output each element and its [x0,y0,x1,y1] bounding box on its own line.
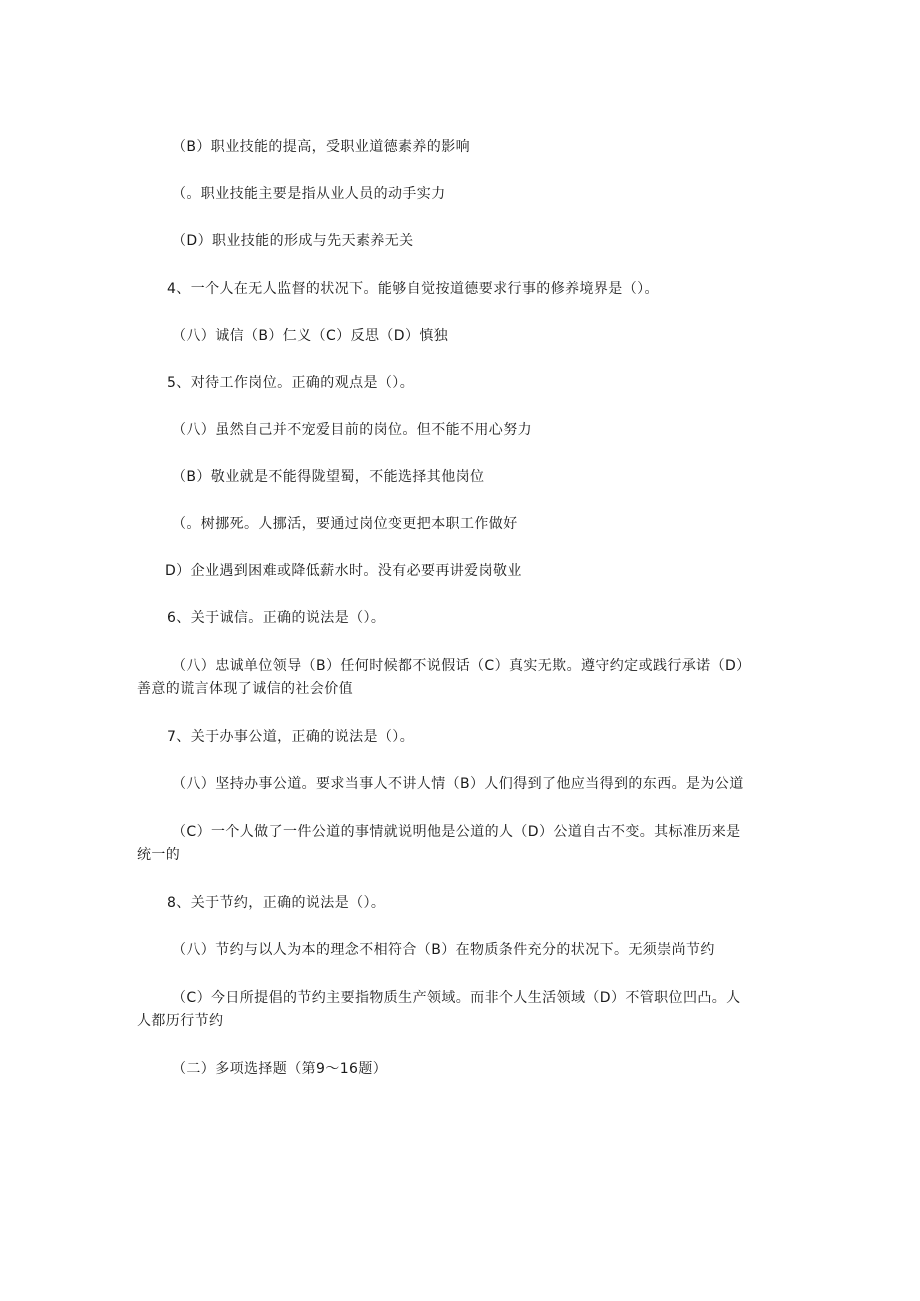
question-7: 7、关于办事公道，正确的说法是（）。 [167,729,415,745]
question-8: 8、关于节约，正确的说法是（）。 [167,895,386,911]
options-7-line3: 统一的 [137,847,181,863]
options-8-line3: 人都历行节约 [137,1013,224,1029]
option-5c: （。树挪死。人挪活，要通过岗位变更把本职工作做好 [172,516,518,532]
options-6-line2: 善意的谎言体现了诚信的社会价值 [137,681,353,697]
options-7-line1: （八）坚持办事公道。要求当事人不讲人情（B）人们得到了他应当得到的东西。是为公道 [172,776,744,792]
option-3c: （。职业技能主要是指从业人员的动手实力 [172,186,446,202]
section-heading: （二）多项选择题（第9～16题） [172,1061,388,1077]
option-5a: （八）虽然自己并不宠爱目前的岗位。但不能不用心努力 [172,422,532,438]
options-4: （八）诚信（B）仁义（C）反思（D）慎独 [172,328,449,344]
question-6: 6、关于诚信。正确的说法是（）。 [167,610,386,626]
question-5: 5、对待工作岗位。正确的观点是（）。 [167,375,415,391]
options-8-line1: （八）节约与以人为本的理念不相符合（B）在物质条件充分的状况下。无须崇尚节约 [172,942,715,958]
question-4: 4、一个人在无人监督的状况下。能够自觉按道德要求行事的修养境界是（）。 [167,281,659,297]
option-5d: D）企业遇到困难或降低薪水时。没有必要再讲爱岗敬业 [165,563,522,579]
options-8-line2: （C）今日所提倡的节约主要指物质生产领域。而非个人生活领域（D）不管职位凹凸。人 [172,990,741,1006]
option-3d: （D）职业技能的形成与先天素养无关 [172,233,414,249]
options-6-line1: （八）忠诚单位领导（B）任何时候都不说假话（C）真实无欺。遵守约定或践行承诺（D） [172,658,751,674]
option-5b: （B）敬业就是不能得陇望蜀，不能选择其他岗位 [172,469,485,485]
option-3b: （B）职业技能的提高，受职业道德素养的影响 [172,139,471,155]
options-7-line2: （C）一个人做了一件公道的事情就说明他是公道的人（D）公道自古不变。其标准历来是 [172,824,741,840]
